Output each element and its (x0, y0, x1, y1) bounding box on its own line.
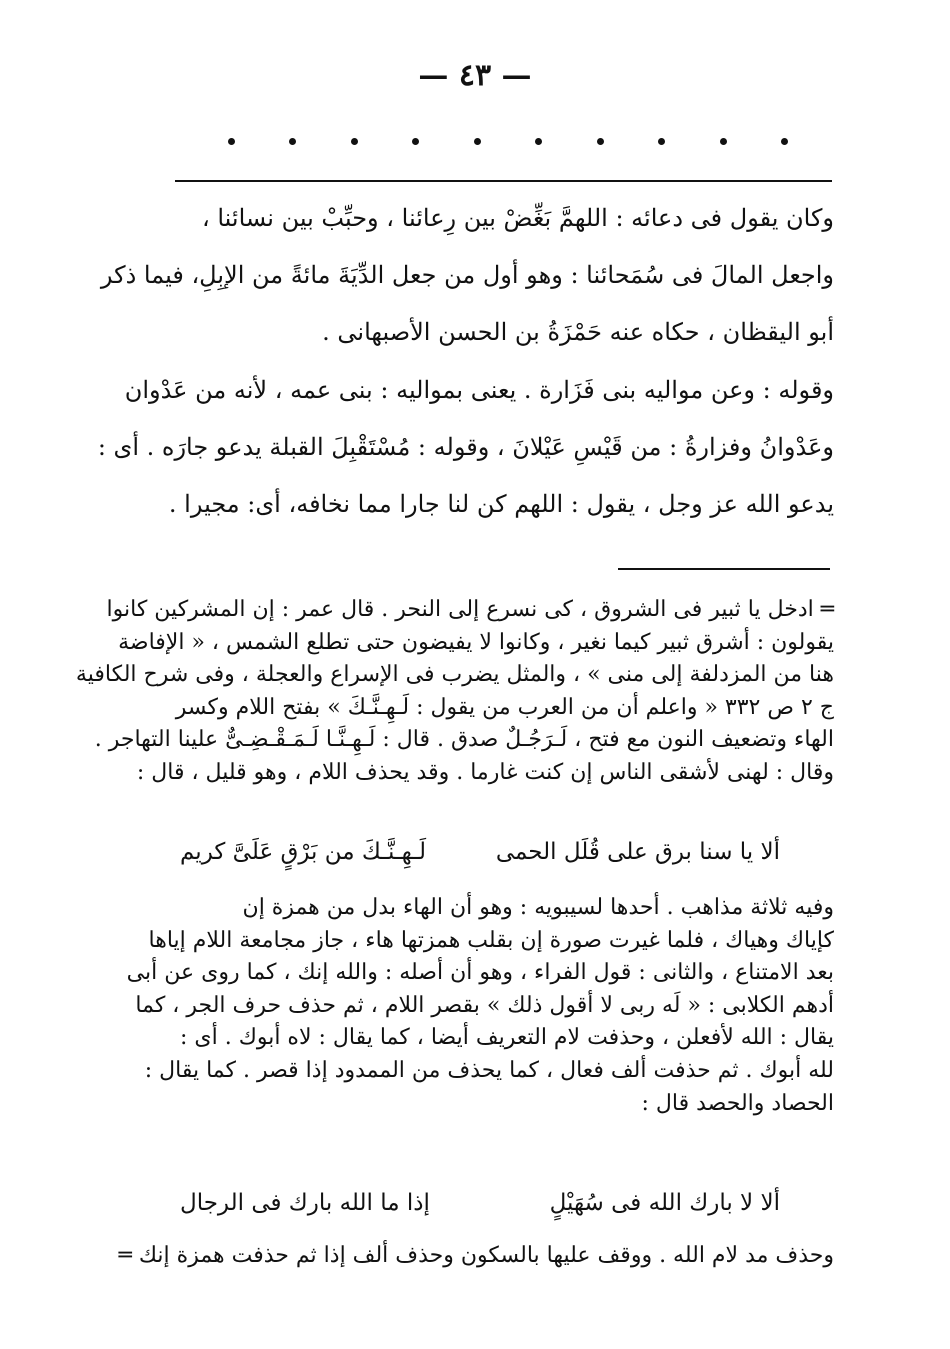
poetry-verse-1 (180, 832, 780, 872)
footnote-line: أدهم الكلابى : « لَه ربى لا أقول ذلك » بقصر اللام ، ثم حذف حرف الجر ، كما (135, 992, 834, 1018)
footnote-line: يقال : الله لأفعلن ، وحذفت لام التعريف أيضا ، كما يقال : لاه أبوك . أى : (179, 1025, 834, 1051)
divider-dot (351, 138, 358, 145)
divider-dot (535, 138, 542, 145)
divider-dot (228, 138, 235, 145)
section-divider-dots (228, 138, 788, 145)
divider-dot (781, 138, 788, 145)
verse-first-hemistich: ألا لا بارك الله فى سُهَيْلٍ (549, 1190, 780, 1216)
footnote-block-3 (118, 1240, 834, 1273)
header-rule (175, 180, 832, 182)
text-line: واجعل المالَ فى سُمَحائنا : وهو أول من جعل الدِّيَةَ مائةً من الإبِلِ، فيما ذكر (100, 261, 834, 289)
footnote-rule (618, 568, 830, 570)
footnote-line: الحصاد والحصد قال : (641, 1090, 834, 1116)
text-line: وكان يقول فى دعائه : اللهمَّ بَغِّضْ بين رِعائنا ، وحبِّبْ بين نسائنا ، (201, 204, 834, 232)
divider-dot (597, 138, 604, 145)
text-line: يدعو الله عز وجل ، يقول : اللهم كن لنا جارا مما نخافه، أى: مجيرا . (168, 490, 834, 518)
footnote-line: لله أبوك . ثم حذفت ألف فعال ، كما يحذف من الممدود إذا قصر . كما يقال : (144, 1057, 834, 1083)
text-line: وقوله : وعن مواليه بنى فَزَارة . يعنى بمواليه : بنى عمه ، لأنه من عَدْوان (124, 376, 834, 404)
divider-dot (474, 138, 481, 145)
footnote-line: وقال : لهنى لأشقى الناس إن كنت غارما . وقد يحذف اللام ، وهو قليل ، قال : (136, 759, 834, 785)
footnote-block-2 (126, 892, 834, 1120)
poetry-verse-2 (180, 1183, 780, 1223)
main-paragraph-1 (100, 190, 834, 361)
footnote-line: وفيه ثلاثة مذاهب . أحدها لسيبويه : وهو أن الهاء بدل من همزة إن (242, 895, 834, 920)
verse-first-hemistich: ألا يا سنا برق على قُلَل الحمى (495, 839, 780, 865)
footnote-block-1 (75, 594, 834, 790)
footnote-line: بعد الامتناع ، والثانى : قول الفراء ، وهو أن أصله : والله إنك ، كما روى عن أبى (126, 960, 834, 986)
text-line: أبو اليقظان ، حكاه عنه حَمْزَةُ بن الحسن الأصبهانى . (322, 318, 834, 346)
footnote-line: ═ ادخل يا ثبير فى الشروق ، كى نسرع إلى النحر . قال عمر : إن المشركين كانوا (106, 597, 834, 622)
page-number: — ٤٣ — (418, 58, 532, 93)
footnote-line: يقولون : أشرق ثبير كيما نغير ، وكانوا لا يفيضون حتى تطلع الشمس ، « الإفاضة (118, 629, 834, 655)
footnote-line: كإياك وهياك ، فلما غيرت صورة إن بقلب همزتها هاء ، جاز مجامعة اللام إياها (148, 927, 834, 953)
footnote-line: هنا من المزدلفة إلى منى » ، والمثل يضرب فى الإسراع والعجلة ، وفى شرح الكافية (75, 662, 834, 688)
divider-dot (412, 138, 419, 145)
text-line: وعَدْوانُ وفزارةُ : من قَيْسِ عَيْلانَ ، وقوله : مُسْتَقْبِلَ القبلة يدعو جارَه . أى : (97, 433, 834, 461)
divider-dot (720, 138, 727, 145)
verse-second-hemistich: إذا ما الله بارك فى الرجال (180, 1190, 430, 1216)
divider-dot (289, 138, 296, 145)
divider-dot (658, 138, 665, 145)
verse-second-hemistich: لَـهِـنَّـكَ من بَرْقٍ عَلَىَّ كريم (180, 839, 427, 865)
footnote-line: وحذف مد لام الله . ووقف عليها بالسكون وحذف ألف إذا ثم حذفت همزة إنك ═ (118, 1243, 834, 1268)
main-paragraph-2 (97, 362, 834, 533)
footnote-line: ج ٢ ص ٣٣٢ « واعلم أن من العرب من يقول : لَـهِـنَّـكَ » بفتح اللام وكسر (175, 694, 834, 720)
footnote-line: الهاء وتضعيف النون مع فتح ، لَـرَجُـلٌ صدق . قال : لَـهِـنَّـا لَـمَـقْـضِـىٌّ علينا التهاجر . (94, 727, 834, 753)
